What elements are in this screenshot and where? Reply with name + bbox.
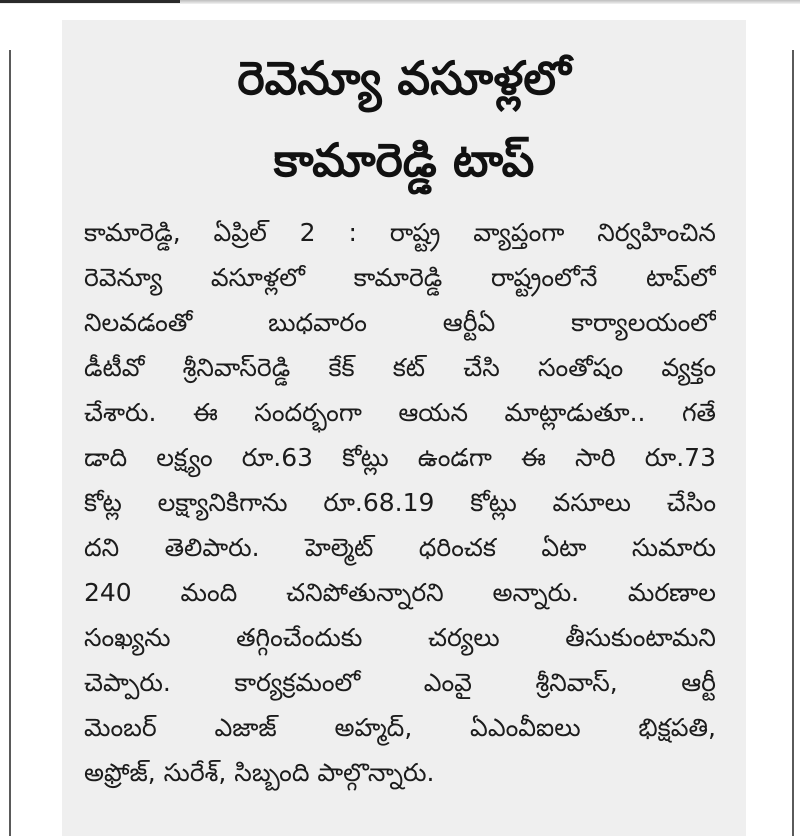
- body-line: కోట్ల లక్ష్యానికిగాను రూ.68.19 కోట్లు వసూలు చేసిం: [84, 488, 716, 517]
- body-line: దని తెలిపారు. హెల్మెట్ ధరించక ఏటా సుమారు: [84, 533, 716, 562]
- article-body: [84, 210, 716, 795]
- body-line: డీటీవో శ్రీనివాస్‌రెడ్డి కేక్ కట్ చేసి సంతోషం వ్యక్తం: [84, 353, 716, 382]
- body-line: నిలవడంతో బుధవారం ఆర్టీఏ కార్యాలయంలో: [84, 308, 716, 337]
- body-line: రెవెన్యూ వసూళ్లలో కామారెడ్డి రాష్ట్రంలోనే టాప్‌లో: [84, 263, 716, 292]
- right-column-rule: [792, 50, 794, 836]
- body-line: 240 మంది చనిపోతున్నారని అన్నారు. మరణాల: [84, 578, 716, 607]
- body-line: మెంబర్ ఎజాజ్ అహ్మద్, ఏఎంవీఐలు భిక్షపతి,: [84, 713, 716, 742]
- body-line: కామారెడ్డి, ఏప్రిల్ 2 : రాష్ట్ర వ్యాప్తంగా నిర్వహించిన: [84, 218, 716, 247]
- top-edge-dark: [0, 0, 180, 3]
- body-line: డాది లక్ష్యం రూ.63 కోట్లు ఉండగా ఈ సారి రూ.73: [84, 443, 716, 472]
- body-line: సంఖ్యను తగ్గించేందుకు చర్యలు తీసుకుంటామని: [84, 623, 716, 652]
- headline-line-1: రెవెన్యూ వసూళ్లలో: [237, 51, 571, 105]
- body-line: అఫ్రోజ్, సురేశ్, సిబ్బంది పాల్గొన్నారు.: [84, 758, 435, 787]
- headline-line-2: కామారెడ్డి టాప్: [273, 133, 535, 187]
- body-line: చెప్పారు. కార్యక్రమంలో ఎంవై శ్రీనివాస్, ఆర్టీ: [84, 668, 716, 697]
- body-line: చేశారు. ఈ సందర్భంగా ఆయన మాట్లాడుతూ.. గతే: [84, 398, 716, 427]
- left-column-rule: [9, 50, 11, 836]
